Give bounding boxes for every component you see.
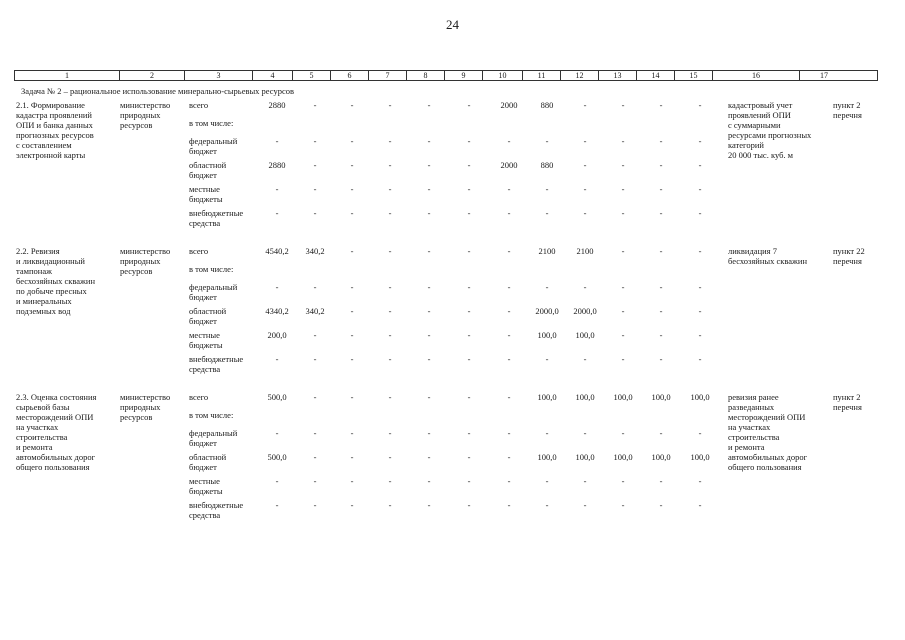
funding-value-cell: - (313, 160, 317, 170)
funding-value-cell: 2000,0 (573, 306, 597, 316)
funding-value-cell: - (698, 184, 702, 194)
funding-value-cell: - (583, 136, 587, 146)
measure-reference: пункт 22 перечня (833, 246, 865, 266)
funding-value-cell: - (621, 330, 625, 340)
funding-value-cell: - (621, 246, 625, 256)
measure-result: ревизия ранее разведанных месторождений ОПИ на участках строительства и ремонта автомобильных дорог общего пользования (728, 392, 808, 472)
funding-value-cell: 4340,2 (265, 306, 289, 316)
funding-value-cell: - (275, 136, 279, 146)
funding-value-cell: - (467, 282, 471, 292)
funding-value-cell: - (427, 428, 431, 438)
funding-value-cell: - (507, 392, 511, 402)
funding-value-cell: 4540,2 (265, 246, 289, 256)
funding-value-cell: - (388, 354, 392, 364)
funding-value-cell: - (467, 392, 471, 402)
column-number-cell: 4 (253, 71, 293, 80)
column-number-cell: 8 (407, 71, 445, 80)
column-number-cell: 11 (523, 71, 561, 80)
funding-value-cell: - (388, 100, 392, 110)
funding-value-cell: - (313, 330, 317, 340)
funding-value-cell: - (388, 330, 392, 340)
funding-value-cell: - (275, 208, 279, 218)
funding-value-cell: - (621, 136, 625, 146)
column-number-cell: 12 (561, 71, 599, 80)
funding-value-cell: - (275, 476, 279, 486)
funding-value-cell: - (507, 184, 511, 194)
funding-value-cell: - (350, 136, 354, 146)
funding-value-cell: - (659, 500, 663, 510)
funding-value-cell: - (698, 246, 702, 256)
funding-value-cell: 100,0 (575, 452, 595, 462)
funding-value-cell: 2000,0 (535, 306, 559, 316)
funding-source-label: местные бюджеты (189, 330, 223, 350)
funding-value-cell: - (583, 160, 587, 170)
column-number-cell: 9 (445, 71, 483, 80)
funding-value-cell: - (467, 184, 471, 194)
funding-value-cell: - (507, 282, 511, 292)
funding-value-cell: - (583, 100, 587, 110)
funding-value-cell: - (659, 208, 663, 218)
funding-value-cell: - (350, 208, 354, 218)
measure-result: кадастровый учет проявлений ОПИ с суммарными ресурсами прогнозных категорий 20 000 тыс. куб. м (728, 100, 812, 160)
funding-value-cell: - (275, 282, 279, 292)
funding-value-cell: - (313, 184, 317, 194)
funding-value-cell: - (545, 282, 549, 292)
funding-value-cell: - (388, 306, 392, 316)
funding-value-cell: - (427, 392, 431, 402)
funding-value-cell: - (659, 160, 663, 170)
funding-value-cell: - (427, 330, 431, 340)
funding-value-cell: - (313, 452, 317, 462)
funding-value-cell: - (698, 330, 702, 340)
funding-value-cell: - (621, 354, 625, 364)
column-number-cell: 2 (120, 71, 185, 80)
funding-value-cell: 340,2 (305, 306, 325, 316)
funding-value-cell: - (427, 160, 431, 170)
funding-value-cell: - (388, 246, 392, 256)
funding-value-cell: 880 (540, 160, 554, 170)
task-title: Задача № 2 – рациональное использование минерально-сырьевых ресурсов (21, 86, 294, 96)
funding-value-cell: - (659, 282, 663, 292)
funding-value-cell: - (467, 306, 471, 316)
funding-value-cell: - (275, 428, 279, 438)
funding-value-cell: - (507, 208, 511, 218)
funding-value-cell: - (388, 184, 392, 194)
funding-value-cell: - (698, 100, 702, 110)
funding-value-cell: 500,0 (267, 452, 287, 462)
column-number-header (14, 70, 878, 81)
funding-source-label: внебюджетные средства (189, 354, 244, 374)
funding-value-cell: - (507, 500, 511, 510)
funding-value-cell: - (507, 330, 511, 340)
funding-value-cell: - (621, 100, 625, 110)
funding-value-cell: - (388, 282, 392, 292)
funding-value-cell: - (698, 306, 702, 316)
funding-source-label: в том числе: (189, 410, 234, 420)
column-number-cell: 13 (599, 71, 637, 80)
measure-reference: пункт 2 перечня (833, 100, 862, 120)
funding-value-cell: - (507, 428, 511, 438)
funding-value-cell: - (350, 184, 354, 194)
funding-value-cell: - (427, 452, 431, 462)
funding-value-cell: - (659, 100, 663, 110)
funding-value-cell: - (507, 452, 511, 462)
funding-value-cell: - (350, 282, 354, 292)
funding-value-cell: 100,0 (537, 452, 557, 462)
page-number: 24 (446, 17, 459, 32)
funding-value-cell: - (698, 282, 702, 292)
funding-value-cell: 100,0 (613, 452, 633, 462)
funding-value-cell: - (621, 428, 625, 438)
funding-value-cell: - (621, 184, 625, 194)
funding-value-cell: - (313, 100, 317, 110)
measure-title: 2.2. Ревизия и ликвидационный тампонаж бесхозяйных скважин по добыче пресных и минеральных подземных вод (16, 246, 96, 316)
funding-value-cell: - (427, 306, 431, 316)
funding-value-cell: 100,0 (613, 392, 633, 402)
funding-value-cell: - (545, 476, 549, 486)
column-number-cell: 16 (713, 71, 800, 80)
measure-reference: пункт 2 перечня (833, 392, 862, 412)
funding-value-cell: - (350, 246, 354, 256)
funding-value-cell: - (583, 208, 587, 218)
funding-value-cell: - (427, 282, 431, 292)
funding-value-cell: - (350, 100, 354, 110)
funding-value-cell: 100,0 (575, 392, 595, 402)
funding-value-cell: 200,0 (267, 330, 287, 340)
funding-value-cell: - (350, 476, 354, 486)
funding-value-cell: 100,0 (537, 330, 557, 340)
funding-value-cell: - (313, 428, 317, 438)
funding-value-cell: - (659, 330, 663, 340)
funding-value-cell: - (659, 184, 663, 194)
funding-value-cell: - (275, 184, 279, 194)
measure-title: 2.3. Оценка состояния сырьевой базы месторождений ОПИ на участках строительства и ремонта автомобильных дорог общего пользования (16, 392, 97, 472)
funding-value-cell: - (427, 246, 431, 256)
funding-value-cell: 2880 (268, 100, 286, 110)
funding-value-cell: - (507, 354, 511, 364)
funding-value-cell: - (350, 428, 354, 438)
funding-value-cell: - (583, 282, 587, 292)
funding-value-cell: - (621, 500, 625, 510)
funding-value-cell: - (467, 246, 471, 256)
funding-value-cell: - (659, 136, 663, 146)
funding-value-cell: - (350, 330, 354, 340)
funding-source-label: областной бюджет (189, 452, 227, 472)
funding-value-cell: - (583, 428, 587, 438)
funding-value-cell: - (698, 136, 702, 146)
measure-title: 2.1. Формирование кадастра проявлений ОПИ и банка данных прогнозных ресурсов с составлением электронной карты (16, 100, 94, 160)
funding-value-cell: 500,0 (267, 392, 287, 402)
funding-value-cell: 100,0 (651, 452, 671, 462)
funding-value-cell: - (545, 136, 549, 146)
funding-value-cell: - (388, 392, 392, 402)
funding-value-cell: - (427, 500, 431, 510)
measure-executor: министерство природных ресурсов (120, 246, 171, 276)
column-number-cell: 15 (675, 71, 713, 80)
funding-value-cell: 100,0 (651, 392, 671, 402)
measure-executor: министерство природных ресурсов (120, 392, 171, 422)
funding-source-label: местные бюджеты (189, 476, 223, 496)
funding-value-cell: - (313, 282, 317, 292)
funding-source-label: в том числе: (189, 264, 234, 274)
column-number-cell: 10 (483, 71, 523, 80)
funding-value-cell: - (350, 452, 354, 462)
measure-result: ликвидация 7 бесхозяйных скважин (728, 246, 808, 266)
funding-source-label: в том числе: (189, 118, 234, 128)
funding-value-cell: - (275, 500, 279, 510)
funding-value-cell: - (467, 476, 471, 486)
funding-value-cell: - (350, 306, 354, 316)
funding-value-cell: - (350, 354, 354, 364)
funding-value-cell: - (427, 136, 431, 146)
funding-value-cell: - (583, 354, 587, 364)
funding-value-cell: - (545, 208, 549, 218)
funding-value-cell: - (698, 476, 702, 486)
column-number-cell: 3 (185, 71, 253, 80)
funding-value-cell: - (467, 452, 471, 462)
funding-value-cell: 100,0 (575, 330, 595, 340)
funding-value-cell: - (467, 428, 471, 438)
funding-value-cell: - (275, 354, 279, 364)
funding-value-cell: 2100 (538, 246, 556, 256)
funding-value-cell: - (698, 354, 702, 364)
funding-value-cell: - (388, 452, 392, 462)
funding-value-cell: - (545, 500, 549, 510)
funding-value-cell: - (388, 476, 392, 486)
funding-value-cell: - (659, 306, 663, 316)
funding-source-label: всего (189, 100, 209, 110)
funding-value-cell: - (621, 306, 625, 316)
funding-value-cell: - (388, 428, 392, 438)
funding-value-cell: 100,0 (690, 392, 710, 402)
funding-value-cell: - (659, 428, 663, 438)
funding-value-cell: - (545, 428, 549, 438)
funding-value-cell: - (350, 500, 354, 510)
funding-value-cell: - (507, 246, 511, 256)
funding-value-cell: - (698, 428, 702, 438)
funding-source-label: федеральный бюджет (189, 282, 238, 302)
funding-value-cell: - (427, 208, 431, 218)
funding-source-label: местные бюджеты (189, 184, 223, 204)
funding-value-cell: - (313, 354, 317, 364)
funding-value-cell: - (388, 500, 392, 510)
funding-source-label: областной бюджет (189, 306, 227, 326)
funding-value-cell: - (659, 476, 663, 486)
funding-source-label: внебюджетные средства (189, 500, 244, 520)
funding-source-label: областной бюджет (189, 160, 227, 180)
funding-value-cell: - (659, 246, 663, 256)
funding-value-cell: - (467, 160, 471, 170)
funding-source-label: федеральный бюджет (189, 428, 238, 448)
funding-value-cell: - (427, 354, 431, 364)
funding-value-cell: - (507, 306, 511, 316)
funding-value-cell: - (698, 160, 702, 170)
funding-value-cell: - (313, 208, 317, 218)
funding-source-label: внебюджетные средства (189, 208, 244, 228)
funding-value-cell: - (467, 208, 471, 218)
funding-value-cell: - (659, 354, 663, 364)
column-number-cell: 6 (331, 71, 369, 80)
funding-value-cell: - (507, 476, 511, 486)
funding-value-cell: - (467, 100, 471, 110)
funding-value-cell: 2880 (268, 160, 286, 170)
funding-value-cell: - (313, 500, 317, 510)
column-number-cell: 14 (637, 71, 675, 80)
funding-value-cell: - (313, 476, 317, 486)
measure-executor: министерство природных ресурсов (120, 100, 171, 130)
funding-value-cell: - (621, 160, 625, 170)
funding-value-cell: - (698, 208, 702, 218)
funding-value-cell: - (583, 500, 587, 510)
funding-value-cell: 2000 (500, 160, 518, 170)
funding-value-cell: 100,0 (690, 452, 710, 462)
funding-value-cell: - (350, 160, 354, 170)
funding-value-cell: - (583, 476, 587, 486)
funding-value-cell: - (621, 208, 625, 218)
funding-value-cell: 880 (540, 100, 554, 110)
funding-value-cell: - (467, 136, 471, 146)
column-number-cell: 17 (820, 71, 828, 80)
funding-value-cell: - (313, 392, 317, 402)
funding-value-cell: - (388, 136, 392, 146)
funding-value-cell: - (427, 100, 431, 110)
column-number-cell: 1 (15, 71, 120, 80)
funding-value-cell: - (467, 500, 471, 510)
funding-value-cell: - (388, 160, 392, 170)
funding-value-cell: 2000 (500, 100, 518, 110)
funding-value-cell: 340,2 (305, 246, 325, 256)
funding-value-cell: - (427, 184, 431, 194)
funding-value-cell: - (467, 330, 471, 340)
funding-value-cell: - (388, 208, 392, 218)
funding-value-cell: - (507, 136, 511, 146)
column-number-cell: 5 (293, 71, 331, 80)
funding-value-cell: - (467, 354, 471, 364)
funding-value-cell: 2100 (576, 246, 594, 256)
funding-value-cell: - (427, 476, 431, 486)
funding-value-cell: - (621, 476, 625, 486)
funding-source-label: всего (189, 392, 209, 402)
funding-source-label: федеральный бюджет (189, 136, 238, 156)
funding-value-cell: - (621, 282, 625, 292)
funding-value-cell: - (545, 184, 549, 194)
funding-value-cell: - (583, 184, 587, 194)
funding-value-cell: - (698, 500, 702, 510)
funding-source-label: всего (189, 246, 209, 256)
funding-value-cell: - (313, 136, 317, 146)
funding-value-cell: 100,0 (537, 392, 557, 402)
funding-value-cell: - (350, 392, 354, 402)
funding-value-cell: - (545, 354, 549, 364)
column-number-cell: 7 (369, 71, 407, 80)
